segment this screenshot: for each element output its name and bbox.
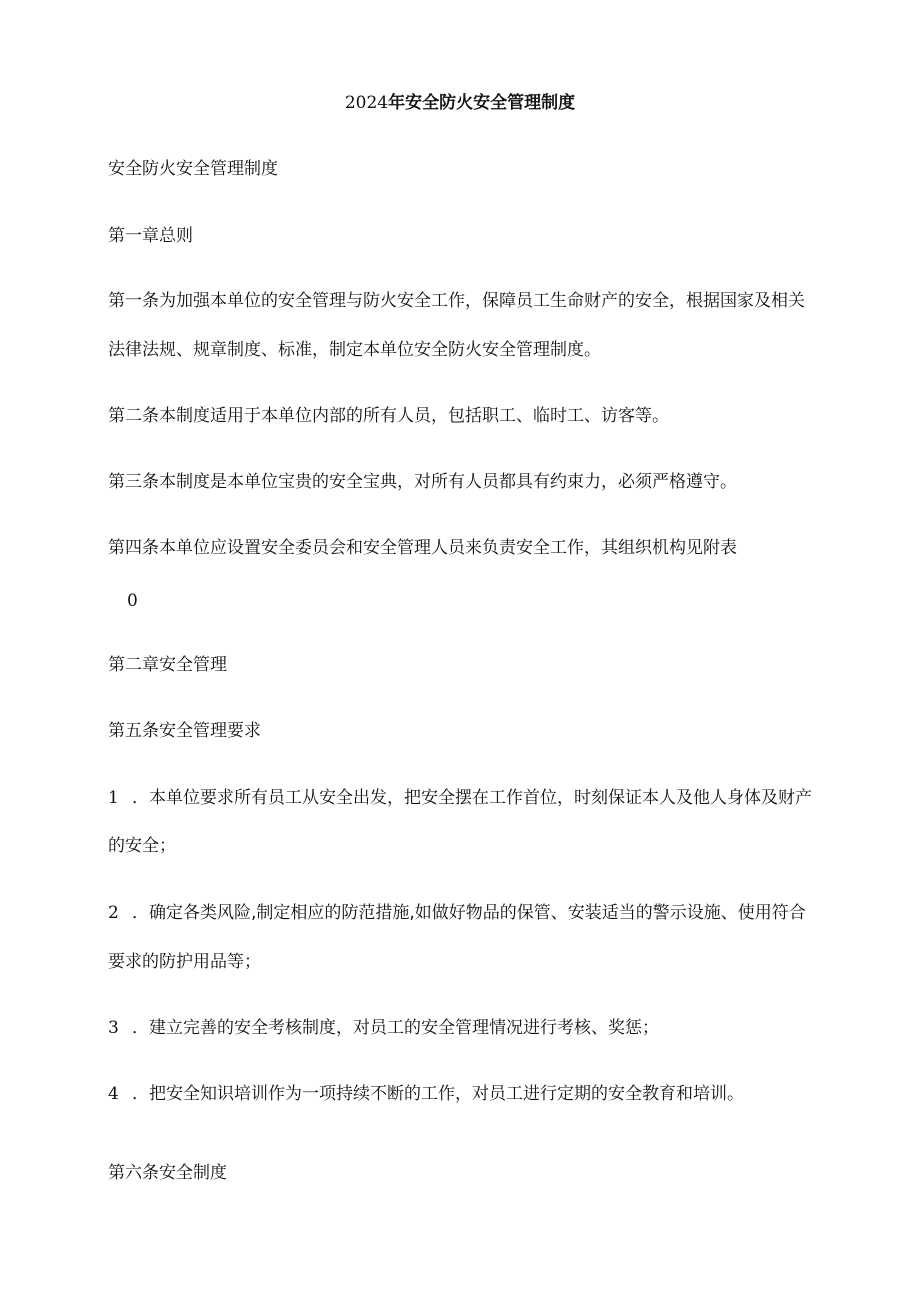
list-item-4-number: 4 [108,1084,119,1104]
document-title [0,92,920,114]
list-item-2-number: 2 [108,903,119,923]
article-5-heading: 第五条安全管理要求 [108,721,261,741]
list-item-2-line-1 [108,902,806,924]
list-item-3-number: 3 [108,1018,119,1038]
article-1-line-2: 法律法规、规章制度、标准，制定本单位安全防火安全管理制度。 [108,340,601,360]
list-item-1-text: ．本单位要求所有员工从安全出发，把安全摆在工作首位，时刻保证本人及他人身体及财产 [132,788,812,808]
title-year: 2024 [344,93,389,113]
article-4: 第四条本单位应设置安全委员会和安全管理人员来负责安全工作，其组织机构见附表 [108,538,737,558]
list-item-2-line-2: 要求的防护用品等； [108,952,261,972]
title-text: 年安全防火安全管理制度 [388,93,576,113]
chapter-1-heading: 第一章总则 [108,226,193,246]
chapter-2-heading: 第二章安全管理 [108,655,227,675]
list-item-1-number: 1 [108,788,119,808]
list-item-1-line-2: 的安全； [108,836,176,856]
list-item-2-text: ．确定各类风险,制定相应的防范措施,如做好物品的保管、安装适当的警示设施、使用符合 [132,903,806,923]
article-1-line-1: 第一条为加强本单位的安全管理与防火安全工作，保障员工生命财产的安全，根据国家及相关 [108,291,805,311]
subtitle: 安全防火安全管理制度 [108,159,278,179]
article-4-stray-char: 0 [127,591,138,611]
list-item-1-line-1 [108,787,812,809]
list-item-3 [108,1017,659,1039]
list-item-3-text: ．建立完善的安全考核制度，对员工的安全管理情况进行考核、奖惩； [132,1018,659,1038]
list-item-4-text: ．把安全知识培训作为一项持续不断的工作，对员工进行定期的安全教育和培训。 [132,1084,744,1104]
article-2: 第二条本制度适用于本单位内部的所有人员，包括职工、临时工、访客等。 [108,406,669,426]
article-6-heading: 第六条安全制度 [108,1163,227,1183]
article-3: 第三条本制度是本单位宝贵的安全宝典，对所有人员都具有约束力，必须严格遵守。 [108,472,737,492]
list-item-4 [108,1083,744,1105]
